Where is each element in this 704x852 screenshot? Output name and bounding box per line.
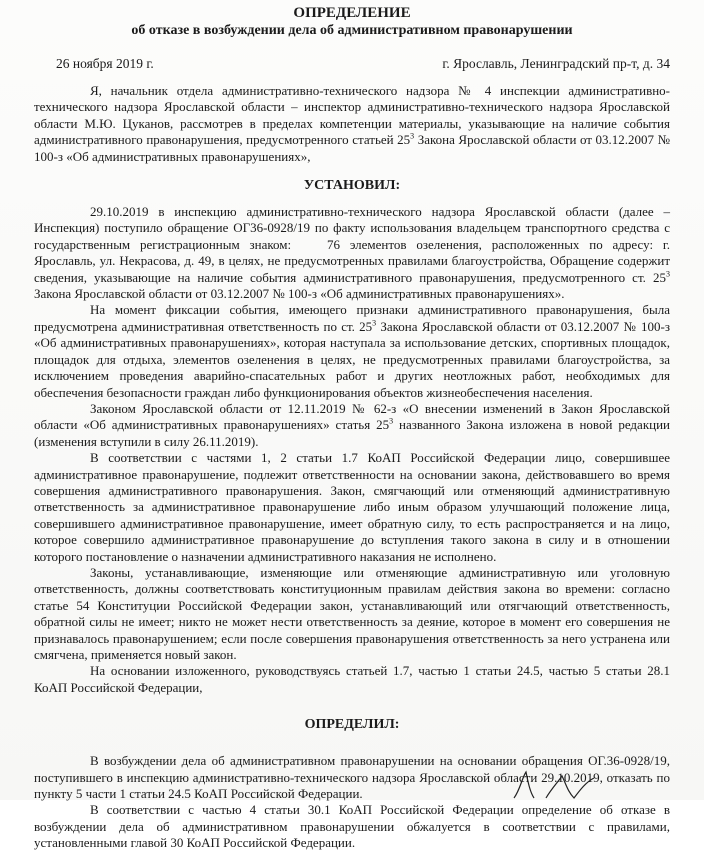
determined-paragraph-2: В соответствии с частью 4 статьи 30.1 КоАП Российской Федерации определение об отказе в возбуждении дела об административном правонарушении обжалуется в соответствии с правилами, установленными главой 30 КоАП Российской Федерации. bbox=[34, 802, 670, 851]
document-subtitle: об отказе в возбуждении дела об административном правонарушении bbox=[131, 23, 573, 38]
handwritten-signature bbox=[508, 768, 628, 800]
document-title: ОПРЕДЕЛЕНИЕ bbox=[293, 5, 411, 21]
document-date: 26 ноября 2019 г. bbox=[56, 56, 154, 71]
document-place: г. Ярославль, Ленинградский пр-т, д. 34 bbox=[442, 56, 670, 71]
established-paragraph-6: На основании изложенного, руководствуясь статьей 1.7, частью 1 статьи 24.5, частью 5 статьи 28.1 КоАП Российской Федерации, bbox=[34, 663, 670, 695]
established-paragraph-1: 29.10.2019 в инспекцию административно-технического надзора Ярославской области (далее – Инспекция) поступило обращение ОГ36-0928/19 по факту использования владельцем транспортного средства с государственным регистрационным знаком: 76 элементов озеленения, расположенных по адресу: г. Ярославль, ул. Некрасова, д. 49, в целях, не предусмотренных правилами благоустройства, Обращение содержит сведения, указывающие на наличие события административного правонарушения, предусмотренного ст. $25^3$ Закона Ярославской области от 03.12.2007 № 100-з «Об административных правонарушениях». bbox=[34, 204, 670, 302]
established-paragraph-2: На момент фиксации события, имеющего признаки административного правонарушения, была предусмотрена административная ответственность по ст. $25^3$ Закона Ярославской области от 03.12.2007 № 100-з «Об административных правонарушениях», которая наступала за использование детских, спортивных площадок, площадок для отдыха, элементов озеленения в целях, не предусмотренных правилами благоустройства, за исключением проведения аварийно-спасательных работ и других неотложных работ, необходимых для обеспечения безопасности граждан либо функционирования объектов жизнеобеспечения населения. bbox=[34, 302, 671, 400]
determined-paragraph-1: В возбуждении дела об административном правонарушении на основании обращения ОГ.36-0928/19, поступившего в инспекцию административно-технического надзора Ярославской области 29.10.2019, отказать по пункту 5 части 1 статьи 24.5 КоАП Российской Федерации. bbox=[34, 753, 670, 802]
established-heading: УСТАНОВИЛ: bbox=[303, 178, 401, 194]
established-paragraph-5: Законы, устанавливающие, изменяющие или отменяющие административную или уголовную ответственность, должны соответствовать конституционным правилам действия закона во времени: согласно статье 54 Конституции Российской Федерации закон, устанавливающий или отягчающий ответственность, обратной силы не имеет; никто не может нести ответственность за деяние, которое в момент его совершения не признавалось правонарушением; если после совершения правонарушения ответственность за него устранена или смягчена, применяется новый закон. bbox=[34, 564, 670, 662]
determined-heading: ОПРЕДЕЛИЛ: bbox=[304, 717, 400, 733]
intro-paragraph: Я, начальник отдела административно-технического надзора № 4 инспекции административно-технического надзора Ярославской области – инспектор административно-технического надзора Ярославской области М.Ю. Цуканов, рассмотрев в пределах компетенции материалы, указывающие на наличие события административного правонарушения, предусмотренного статьей $25^3$ Закона Ярославской области от 03.12.2007 № 100-з «Об административных правонарушениях», bbox=[34, 83, 670, 164]
established-paragraph-3: Законом Ярославской области от 12.11.2019 № 62-з «О внесении изменений в Закон Ярославской области «Об административных правонарушениях» статья $25^3$ названного Закона изложена в новой редакции (изменения вступили в силу 26.11.2019). bbox=[34, 400, 671, 449]
date-place-row bbox=[34, 55, 670, 72]
established-paragraph-4: В соответствии с частями 1, 2 статьи 1.7 КоАП Российской Федерации лицо, совершившее административное правонарушение, подлежит ответственности на основании закона, действовавшего во время совершения административного правонарушения. Закон, смягчающий или отменяющий административную ответственность за административное правонарушение либо иным образом улучшающий положение лица, совершившего административное правонарушение, имеет обратную силу, то есть распространяется и на лицо, которое совершило административное правонарушение до вступления такого закона в силу и в отношении которого постановление о назначении административного наказания не исполнено. bbox=[34, 450, 670, 564]
